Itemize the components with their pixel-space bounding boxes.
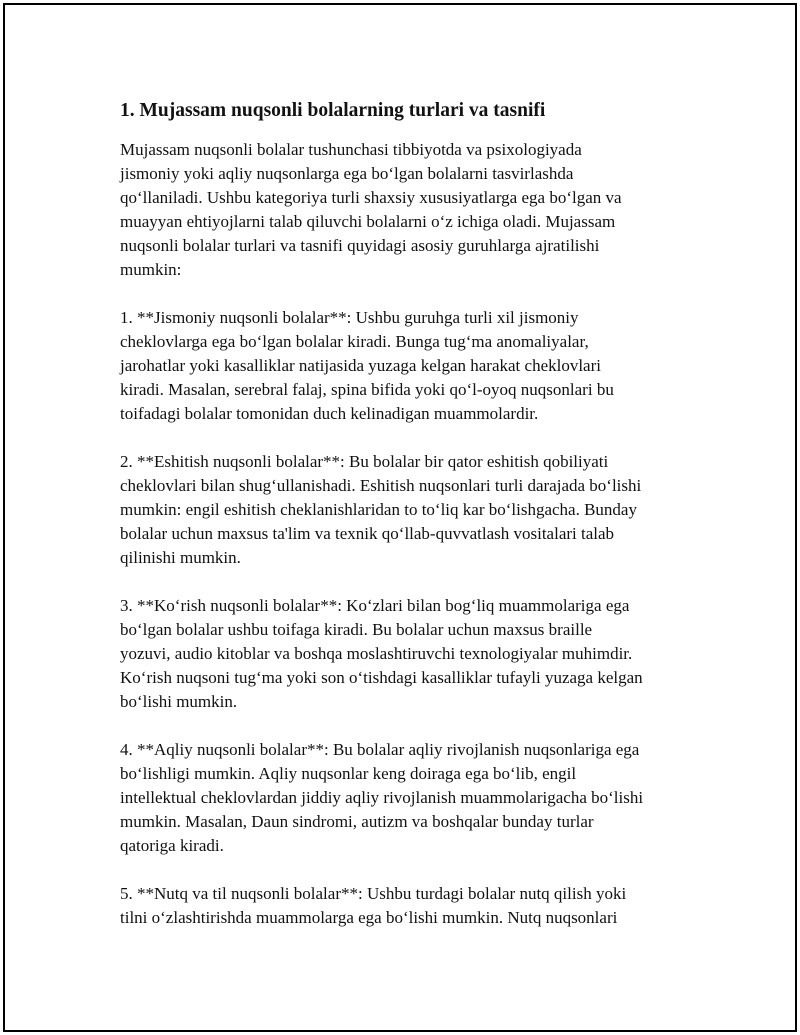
text-line: jismoniy yoki aqliy nuqsonlarga ega boʻlgan bolalarni tasvirlashda: [120, 164, 574, 183]
text-line: muayyan ehtiyojlarni talab qiluvchi bolalarni oʻz ichiga oladi. Mujassam: [120, 212, 616, 231]
text-line: qoʻllaniladi. Ushbu kategoriya turli shaxsiy xususiyatlarga ega boʻlgan va: [120, 188, 622, 207]
text-line: bolalar uchun maxsus ta'lim va texnik qoʻllab-quvvatlash vositalari talab: [120, 524, 615, 543]
text-line: boʻlishi mumkin.: [120, 692, 238, 711]
text-line: jarohatlar yoki kasalliklar natijasida yuzaga kelgan harakat cheklovlari: [120, 356, 601, 375]
text-line: cheklovlarga ega boʻlgan bolalar kiradi. Bunga tugʻma anomaliyalar,: [120, 332, 589, 351]
text-line: 3. **Koʻrish nuqsonli bolalar**: Koʻzlari bilan bogʻliq muammolariga ega: [120, 596, 630, 615]
text-line: kiradi. Masalan, serebral falaj, spina bifida yoki qoʻl-oyoq nuqsonlari bu: [120, 380, 614, 399]
text-line: qilinishi mumkin.: [120, 548, 241, 567]
document-page: [3, 3, 797, 1032]
text-line: toifadagi bolalar tomonidan duch kelinadigan muammolardir.: [120, 404, 539, 423]
text-line: 4. **Aqliy nuqsonli bolalar**: Bu bolalar aqliy rivojlanish nuqsonlariga ega: [120, 740, 640, 759]
text-line: mumkin: engil eshitish cheklanishlaridan to toʻliq kar boʻlishgacha. Bunday: [120, 500, 637, 519]
text-line: mumkin. Masalan, Daun sindromi, autizm va boshqalar bunday turlar: [120, 812, 594, 831]
text-line: boʻlishligi mumkin. Aqliy nuqsonlar keng doiraga ega boʻlib, engil: [120, 764, 577, 783]
section-heading: 1. Mujassam nuqsonli bolalarning turlari va tasnifi: [120, 100, 546, 121]
text-line: 1. **Jismoniy nuqsonli bolalar**: Ushbu guruhga turli xil jismoniy: [120, 308, 579, 327]
text-line: 2. **Eshitish nuqsonli bolalar**: Bu bolalar bir qator eshitish qobiliyati: [120, 452, 609, 471]
text-line: tilni oʻzlashtirishda muammolarga ega boʻlishi mumkin. Nutq nuqsonlari: [120, 908, 618, 927]
list-item-hearing: [120, 450, 690, 570]
text-line: qatoriga kiradi.: [120, 836, 224, 855]
intro-paragraph: [120, 138, 690, 282]
text-line: Mujassam nuqsonli bolalar tushunchasi tibbiyotda va psixologiyada: [120, 140, 582, 159]
list-item-vision: [120, 594, 690, 714]
text-line: Koʻrish nuqsoni tugʻma yoki son oʻtishdagi kasalliklar tufayli yuzaga kelgan: [120, 668, 643, 687]
text-line: mumkin:: [120, 260, 182, 279]
list-item-physical: [120, 306, 690, 426]
document-content: [120, 97, 690, 954]
list-item-intellectual: [120, 738, 690, 858]
list-item-speech: [120, 882, 690, 930]
text-line: intellektual cheklovlardan jiddiy aqliy rivojlanish muammolarigacha boʻlishi: [120, 788, 644, 807]
text-line: nuqsonli bolalar turlari va tasnifi quyidagi asosiy guruhlarga ajratilishi: [120, 236, 600, 255]
text-line: 5. **Nutq va til nuqsonli bolalar**: Ushbu turdagi bolalar nutq qilish yoki: [120, 884, 627, 903]
text-line: yozuvi, audio kitoblar va boshqa moslashtiruvchi texnologiyalar muhimdir.: [120, 644, 633, 663]
text-line: boʻlgan bolalar ushbu toifaga kiradi. Bu bolalar uchun maxsus braille: [120, 620, 593, 639]
text-line: cheklovlari bilan shugʻullanishadi. Eshitish nuqsonlari turli darajada boʻlishi: [120, 476, 642, 495]
